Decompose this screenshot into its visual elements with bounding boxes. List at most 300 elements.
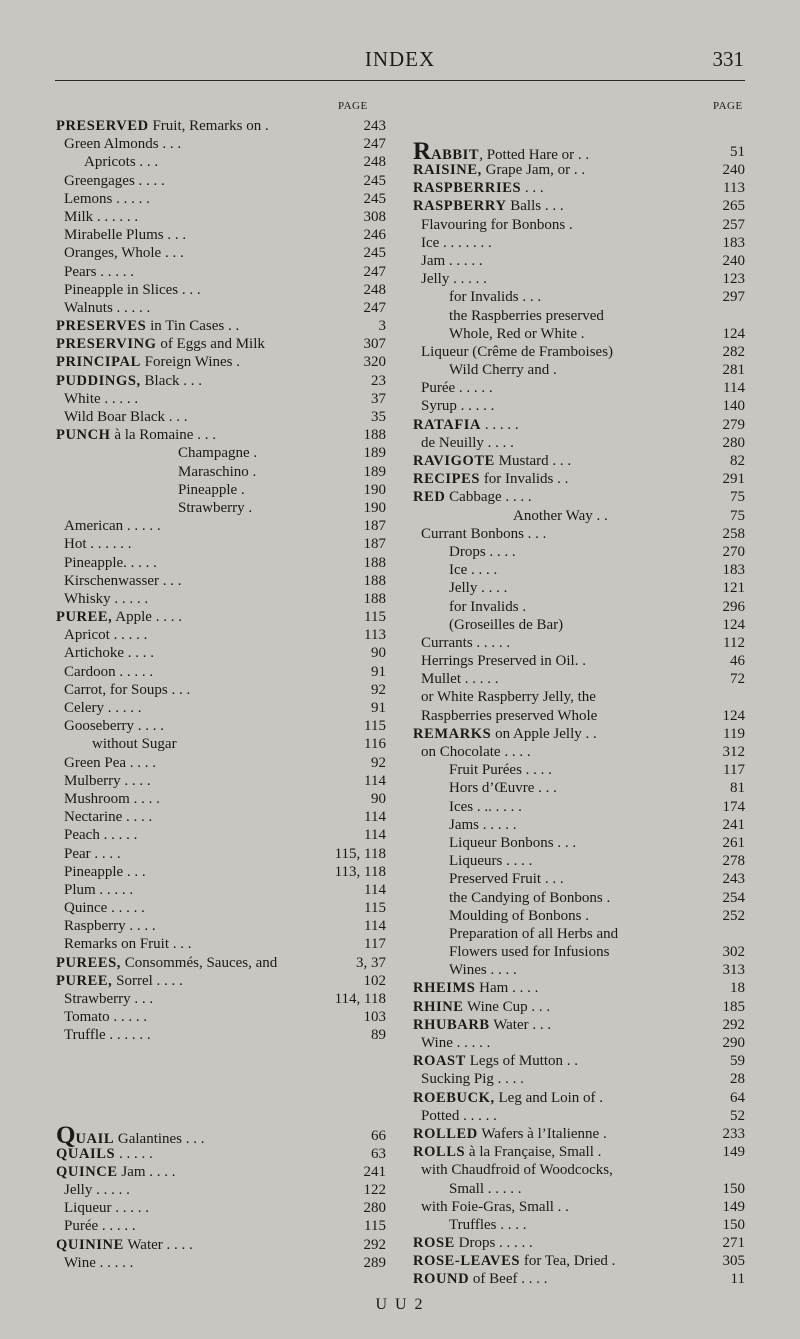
entry-page-number: 112 — [723, 634, 745, 651]
entry-text: Ice . . . . . . . — [421, 234, 492, 251]
entry-text: QUAIL Galantines . . . — [56, 1121, 205, 1149]
index-entry — [56, 190, 386, 208]
entry-page-number: 282 — [722, 343, 745, 360]
entry-text: Preparation of all Herbs and — [449, 925, 619, 942]
page-header — [0, 47, 800, 77]
entry-text: Liqueur Bonbons . . . — [449, 834, 577, 851]
entry-text: Ices . .. . . . . — [449, 798, 522, 815]
entry-text: Purée . . . . . — [421, 380, 493, 397]
index-entry — [413, 234, 745, 252]
entry-page-number: 82 — [730, 453, 745, 469]
entry-text: for Invalids . . . — [449, 289, 542, 306]
entry-page-number: 278 — [722, 853, 745, 870]
entry-text: Whisky . . . . . — [64, 590, 149, 607]
entry-text: Walnuts . . . . . — [64, 299, 151, 316]
section-gap — [56, 1045, 386, 1101]
index-entry — [56, 335, 386, 353]
entry-text: ROAST Legs of Mutton . . — [413, 1053, 579, 1070]
index-entry — [56, 1008, 386, 1026]
index-entry — [56, 1163, 386, 1181]
index-entry — [413, 816, 745, 834]
entry-page-number: 92 — [371, 754, 386, 771]
entry-text: Mirabelle Plums . . . — [64, 227, 187, 244]
entry-page-number: 75 — [730, 489, 745, 506]
index-entry — [413, 889, 745, 907]
index-entry — [56, 153, 386, 171]
index-entry — [413, 270, 745, 288]
entry-page-number: 23 — [371, 372, 386, 389]
index-entry — [56, 208, 386, 226]
index-entry — [413, 343, 745, 361]
entry-page-number: 245 — [363, 245, 386, 262]
entry-page-number: 89 — [371, 1027, 386, 1044]
entry-page-number: 113 — [723, 180, 745, 197]
index-entry — [56, 554, 386, 572]
entry-text: Lemons . . . . . — [64, 190, 150, 207]
entry-page-number: 52 — [730, 1107, 745, 1124]
entry-page-number: 114 — [364, 918, 386, 935]
entry-page-number: 245 — [363, 190, 386, 207]
index-entry — [56, 444, 386, 462]
entry-page-number: 92 — [371, 681, 386, 698]
entry-page-number: 113 — [364, 627, 386, 644]
entry-page-number: 28 — [730, 1071, 745, 1088]
entry-text: Pineapple . — [178, 481, 245, 498]
entry-text: RHINE Wine Cup . . . — [413, 998, 551, 1015]
entry-page-number: 115 — [364, 900, 386, 917]
entry-text: for Invalids . — [449, 598, 527, 615]
entry-text: Whole, Red or White . — [449, 325, 585, 342]
entry-page-number: 183 — [722, 234, 745, 251]
entry-text: Strawberry . — [178, 499, 253, 516]
entry-page-number: 149 — [722, 1198, 745, 1215]
index-entry — [413, 1125, 745, 1143]
entry-page-number: 292 — [363, 1236, 386, 1253]
entry-text: Jams . . . . . — [449, 816, 517, 833]
entry-page-number: 187 — [363, 518, 386, 535]
entry-text: Hot . . . . . . — [64, 536, 132, 553]
entry-page-number: 245 — [363, 172, 386, 189]
entry-page-number: 64 — [730, 1089, 745, 1106]
entry-text: PRESERVED Fruit, Remarks on . — [56, 118, 269, 134]
entry-text: Wine . . . . . — [421, 1035, 491, 1051]
entry-text: PRESERVES in Tin Cases . . — [56, 318, 240, 335]
entry-page-number: 313 — [722, 962, 745, 979]
entry-page-number: 63 — [371, 1145, 386, 1162]
index-entry — [56, 408, 386, 426]
entry-page-number: 140 — [722, 398, 745, 415]
entry-text: Cardoon . . . . . — [64, 663, 154, 680]
running-head-title: INDEX — [364, 47, 436, 71]
index-column-right — [413, 117, 745, 1289]
index-entry — [413, 1089, 745, 1107]
index-entry — [56, 244, 386, 262]
index-entry — [56, 790, 386, 808]
index-entry — [56, 353, 386, 371]
index-entry — [56, 426, 386, 444]
index-entry — [413, 961, 745, 979]
entry-page-number: 243 — [363, 118, 386, 134]
entry-text: RECIPES for Invalids . . — [413, 471, 569, 488]
entry-page-number: 114 — [364, 772, 386, 789]
index-entry — [413, 634, 745, 652]
entry-page-number: 320 — [363, 354, 386, 371]
index-entry — [413, 416, 745, 434]
index-entry — [413, 307, 745, 325]
index-entry — [56, 899, 386, 917]
entry-text: Moulding of Bonbons . — [449, 907, 590, 924]
entry-page-number: 124 — [722, 616, 745, 633]
entry-page-number: 91 — [371, 663, 386, 680]
entry-text: Green Almonds . . . — [64, 136, 182, 153]
entry-page-number: 115, 118 — [334, 845, 386, 862]
entry-text: with Foie-Gras, Small . . — [421, 1198, 569, 1215]
entry-text: Apricot . . . . . — [64, 627, 148, 644]
index-entry — [413, 1143, 745, 1161]
entry-page-number: 190 — [363, 481, 386, 498]
entry-page-number: 190 — [363, 499, 386, 516]
index-entry — [413, 397, 745, 415]
entry-page-number: 18 — [730, 980, 745, 997]
entry-page-number: 124 — [722, 707, 745, 724]
entry-page-number: 103 — [363, 1009, 386, 1026]
entry-page-number: 124 — [722, 325, 745, 342]
entry-text: Green Pea . . . . — [64, 754, 157, 771]
entry-text: Gooseberry . . . . — [64, 718, 164, 735]
entry-page-number: 281 — [722, 362, 745, 379]
entry-text: ROUND of Beef . . . . — [413, 1271, 548, 1288]
entry-text: PUREES, Consommés, Sauces, and — [56, 954, 278, 971]
index-entry — [413, 670, 745, 688]
entry-page-number: 187 — [363, 536, 386, 553]
entry-text: Greengages . . . . — [64, 172, 165, 189]
entry-page-number: 150 — [722, 1216, 745, 1233]
index-entry — [56, 1026, 386, 1044]
entry-page-number: 117 — [364, 936, 386, 953]
entry-text: Remarks on Fruit . . . — [64, 936, 192, 953]
entry-page-number: 90 — [371, 790, 386, 807]
index-entry — [413, 1052, 745, 1070]
entry-text: RHEIMS Ham . . . . — [413, 980, 539, 997]
entry-text: RASPBERRIES . . . — [413, 180, 544, 197]
index-entry — [413, 361, 745, 379]
entry-page-number: 280 — [722, 434, 745, 451]
index-entry — [56, 481, 386, 499]
entry-page-number: 290 — [722, 1035, 745, 1051]
entry-text: Truffle . . . . . . — [64, 1027, 151, 1044]
index-entry — [56, 644, 386, 662]
index-entry — [413, 216, 745, 234]
entry-page-number: 117 — [723, 762, 745, 779]
index-entry — [56, 1101, 386, 1149]
index-entry — [56, 172, 386, 190]
index-entry — [56, 663, 386, 681]
entry-page-number: 123 — [722, 271, 745, 288]
index-entry — [56, 1181, 386, 1199]
entry-text: Currant Bonbons . . . — [421, 525, 547, 542]
entry-page-number: 291 — [722, 471, 745, 488]
index-entry — [413, 117, 745, 165]
entry-text: Pineapple. . . . . — [64, 554, 157, 571]
index-entry — [413, 1198, 745, 1216]
entry-page-number: 279 — [722, 416, 745, 433]
index-entry — [413, 725, 745, 743]
index-entry — [413, 379, 745, 397]
entry-text: (Groseilles de Bar) — [449, 616, 564, 633]
entry-text: Liqueur (Crême de Framboises) — [421, 343, 614, 360]
index-entry — [56, 463, 386, 481]
entry-text: Raspberries preserved Whole — [421, 707, 598, 724]
entry-page-number: 241 — [363, 1163, 386, 1180]
index-entry — [413, 707, 745, 725]
entry-text: Celery . . . . . — [64, 700, 142, 716]
index-entry — [56, 735, 386, 753]
index-column-left — [56, 117, 386, 1272]
entry-text: Fruit Purées . . . . — [449, 762, 552, 779]
index-entry — [56, 863, 386, 881]
entry-page-number: 297 — [722, 289, 745, 306]
entry-page-number: 246 — [363, 227, 386, 244]
entry-text: Quince . . . . . — [64, 900, 145, 917]
entry-page-number: 188 — [363, 572, 386, 589]
entry-page-number: 114 — [364, 809, 386, 826]
index-entry — [56, 626, 386, 644]
entry-page-number: 188 — [363, 427, 386, 444]
entry-text: American . . . . . — [64, 518, 161, 535]
entry-text: QUAILS . . . . . — [56, 1145, 153, 1162]
entry-page-number: 247 — [363, 136, 386, 153]
entry-page-number: 254 — [722, 889, 745, 906]
entry-text: Raspberry . . . . — [64, 918, 156, 935]
entry-text: Currants . . . . . — [421, 634, 511, 651]
index-entry — [56, 372, 386, 390]
entry-text: without Sugar — [92, 736, 177, 753]
index-entry — [413, 1270, 745, 1288]
entry-text: Liqueurs . . . . — [449, 853, 533, 870]
entry-page-number: 51 — [730, 144, 745, 160]
entry-page-number: 72 — [730, 671, 745, 688]
entry-text: Strawberry . . . — [64, 991, 154, 1007]
index-entry — [56, 1254, 386, 1272]
entry-page-number: 149 — [722, 1144, 745, 1161]
entry-text: QUININE Water . . . . — [56, 1236, 193, 1253]
page-column-label-right: PAGE — [713, 100, 743, 112]
entry-page-number: 115 — [364, 1218, 386, 1235]
index-entry — [56, 117, 386, 135]
index-entry — [413, 507, 745, 525]
entry-page-number: 257 — [722, 216, 745, 233]
entry-page-number: 3, 37 — [356, 954, 386, 971]
entry-page-number: 91 — [371, 700, 386, 716]
entry-text: PRESERVING of Eggs and Milk — [56, 336, 265, 353]
entry-text: Maraschino . — [178, 463, 257, 480]
index-entry — [56, 608, 386, 626]
entry-text: RASPBERRY Balls . . . — [413, 198, 564, 215]
entry-page-number: 280 — [363, 1200, 386, 1217]
entry-page-number: 188 — [363, 590, 386, 607]
index-entry — [56, 754, 386, 772]
index-entry — [56, 590, 386, 608]
index-entry — [56, 917, 386, 935]
entry-page-number: 188 — [363, 554, 386, 571]
entry-text: RABBIT, Potted Hare or . . — [413, 138, 590, 165]
entry-page-number: 81 — [730, 780, 745, 797]
entry-text: Wines . . . . — [449, 962, 517, 979]
entry-text: Truffles . . . . — [449, 1216, 527, 1233]
index-entry — [56, 881, 386, 899]
index-entry — [413, 1016, 745, 1034]
index-entry — [56, 535, 386, 553]
index-entry — [56, 717, 386, 735]
index-entry — [56, 845, 386, 863]
index-entry — [56, 808, 386, 826]
index-entry — [413, 652, 745, 670]
index-entry — [413, 1252, 745, 1270]
entry-text: Nectarine . . . . — [64, 809, 153, 826]
index-entry — [413, 525, 745, 543]
entry-text: ROLLS à la Française, Small . — [413, 1144, 602, 1161]
entry-text: Wild Boar Black . . . — [64, 409, 188, 425]
entry-page-number: 183 — [722, 562, 745, 579]
entry-text: Preserved Fruit . . . — [449, 871, 564, 888]
index-entry — [413, 288, 745, 306]
entry-text: Jam . . . . . — [421, 252, 483, 269]
index-entry — [56, 572, 386, 590]
entry-text: Artichoke . . . . — [64, 645, 154, 662]
index-entry — [413, 161, 745, 179]
entry-text: PUREE, Sorrel . . . . — [56, 972, 183, 989]
entry-page-number: 113, 118 — [334, 863, 386, 880]
index-entry — [413, 1234, 745, 1252]
entry-text: Flowers used for Infusions — [449, 944, 610, 961]
entry-text: ROEBUCK, Leg and Loin of . — [413, 1089, 604, 1106]
index-entry — [413, 252, 745, 270]
index-entry — [56, 772, 386, 790]
entry-text: Mushroom . . . . — [64, 790, 160, 807]
header-divider — [55, 80, 745, 81]
entry-text: Plum . . . . . — [64, 881, 134, 898]
index-entry — [413, 1216, 745, 1234]
index-entry — [56, 954, 386, 972]
entry-page-number: 261 — [722, 834, 745, 851]
entry-text: REMARKS on Apple Jelly . . — [413, 725, 597, 742]
entry-text: Jelly . . . . . — [421, 271, 487, 288]
entry-page-number: 114 — [723, 380, 745, 397]
index-entry — [413, 761, 745, 779]
entry-text: Peach . . . . . — [64, 827, 138, 844]
index-entry — [56, 1145, 386, 1163]
entry-text: Wine . . . . . — [64, 1254, 134, 1271]
entry-text: Mulberry . . . . — [64, 772, 151, 789]
entry-page-number: 258 — [722, 525, 745, 542]
index-entry — [413, 561, 745, 579]
index-entry — [413, 743, 745, 761]
entry-text: Pineapple in Slices . . . — [64, 281, 201, 298]
index-entry — [56, 299, 386, 317]
index-entry — [413, 179, 745, 197]
entry-text: de Neuilly . . . . — [421, 434, 514, 451]
index-entry — [56, 972, 386, 990]
entry-page-number: 305 — [722, 1253, 745, 1270]
index-entry — [413, 925, 745, 943]
entry-page-number: 243 — [722, 871, 745, 888]
entry-page-number: 233 — [722, 1125, 745, 1142]
index-entry — [413, 1034, 745, 1052]
entry-text: Herrings Preserved in Oil. . — [421, 653, 586, 670]
entry-page-number: 312 — [722, 744, 745, 760]
entry-page-number: 90 — [371, 645, 386, 662]
entry-text: the Raspberries preserved — [449, 307, 604, 324]
entry-page-number: 150 — [722, 1180, 745, 1197]
index-entry — [413, 470, 745, 488]
index-entry — [56, 935, 386, 953]
entry-text: Syrup . . . . . — [421, 398, 495, 415]
entry-page-number: 240 — [722, 252, 745, 269]
entry-text: PUREE, Apple . . . . — [56, 609, 182, 626]
entry-page-number: 292 — [722, 1016, 745, 1033]
index-entry — [413, 779, 745, 797]
entry-text: on Chocolate . . . . — [421, 744, 531, 760]
entry-text: Mullet . . . . . — [421, 671, 499, 688]
entry-text: PRINCIPAL Foreign Wines . — [56, 354, 241, 371]
index-entry — [56, 135, 386, 153]
entry-text: RED Cabbage . . . . — [413, 489, 532, 506]
index-entry — [413, 907, 745, 925]
entry-page-number: 116 — [364, 736, 386, 753]
entry-text: Jelly . . . . . — [64, 1181, 130, 1198]
entry-text: Apricots . . . — [84, 154, 159, 171]
entry-page-number: 114, 118 — [334, 991, 386, 1007]
entry-page-number: 122 — [363, 1181, 386, 1198]
entry-text: PUDDINGS, Black . . . — [56, 372, 203, 389]
entry-page-number: 185 — [722, 998, 745, 1015]
index-entry — [56, 1217, 386, 1235]
index-entry — [413, 834, 745, 852]
entry-page-number: 265 — [722, 198, 745, 215]
entry-page-number: 115 — [364, 609, 386, 626]
entry-text: RAVIGOTE Mustard . . . — [413, 453, 572, 469]
index-entry — [413, 1161, 745, 1179]
index-entry — [413, 1070, 745, 1088]
signature-mark: U U 2 — [375, 1296, 425, 1313]
entry-text: Hors d’Œuvre . . . — [449, 780, 557, 797]
index-entry — [56, 1236, 386, 1254]
index-entry — [413, 979, 745, 997]
entry-text: Liqueur . . . . . — [64, 1200, 149, 1217]
entry-text: the Candying of Bonbons . — [449, 889, 611, 906]
entry-text: RATAFIA . . . . . — [413, 416, 519, 433]
index-entry — [56, 681, 386, 699]
index-entry — [56, 263, 386, 281]
entry-page-number: 270 — [722, 543, 745, 560]
entry-page-number: 115 — [364, 718, 386, 735]
entry-text: Milk . . . . . . — [64, 208, 139, 225]
entry-page-number: 252 — [722, 907, 745, 924]
entry-page-number: 35 — [371, 409, 386, 425]
entry-page-number: 119 — [723, 725, 745, 742]
entry-text: Drops . . . . — [449, 543, 516, 560]
index-entry — [413, 325, 745, 343]
entry-page-number: 307 — [363, 336, 386, 353]
index-entry — [56, 499, 386, 517]
entry-text: PUNCH à la Romaine . . . — [56, 427, 216, 444]
index-entry — [413, 197, 745, 215]
entry-text: or White Raspberry Jelly, the — [421, 689, 596, 706]
index-entry — [413, 598, 745, 616]
entry-page-number: 296 — [722, 598, 745, 615]
entry-page-number: 46 — [730, 653, 745, 670]
entry-text: ROSE Drops . . . . . — [413, 1235, 533, 1252]
